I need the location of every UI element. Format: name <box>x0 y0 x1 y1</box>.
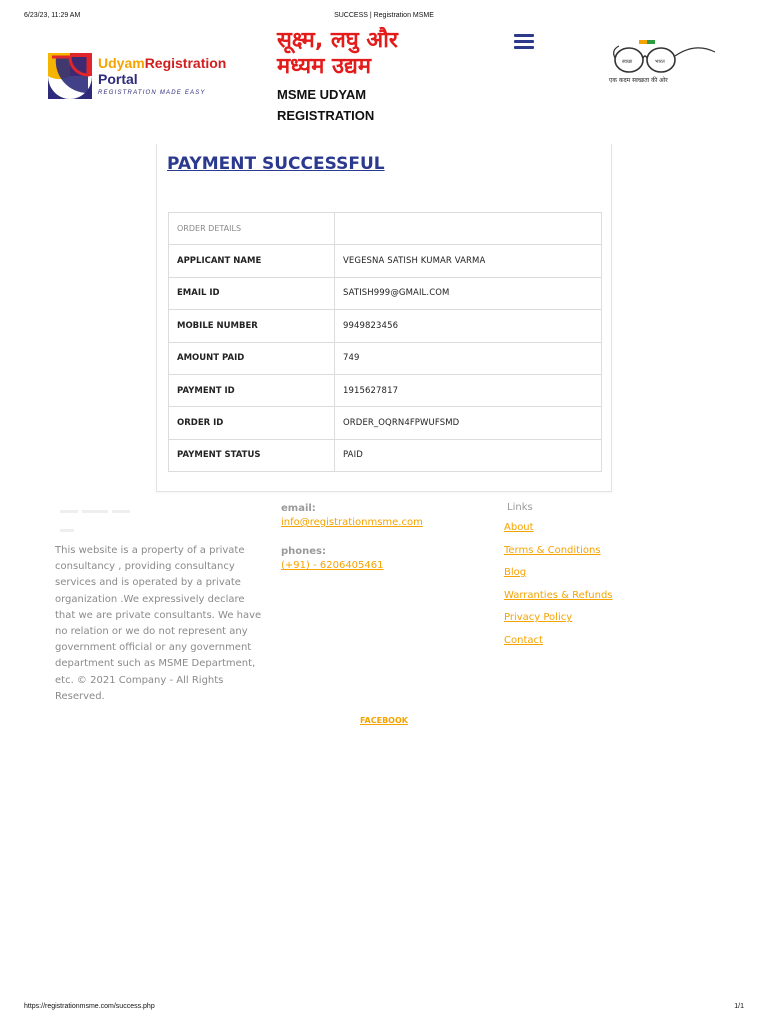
order-details-header: ORDER DETAILS <box>169 213 335 245</box>
order-detail-row <box>169 245 602 277</box>
hindi-title <box>277 28 447 80</box>
swachh-bharat-logo <box>605 38 721 88</box>
order-detail-value: ORDER_OQRN4FPWUFSMD <box>335 407 602 439</box>
logo-wordmark-line2: Portal <box>98 71 138 87</box>
msme-udyam-registration-title <box>277 84 417 126</box>
link-privacy-policy[interactable]: Privacy Policy <box>504 612 573 623</box>
links-header: Links <box>507 502 533 513</box>
order-detail-value: 749 <box>335 342 602 374</box>
phone-link[interactable]: (+91) - 6206405461 <box>281 560 384 571</box>
order-details-table <box>168 212 602 472</box>
print-page-title: SUCCESS | Registration MSME <box>334 12 434 19</box>
swachh-right-text: भारत <box>655 59 665 65</box>
link-about[interactable]: About <box>504 522 534 533</box>
order-detail-label: PAYMENT STATUS <box>169 439 335 471</box>
link-contact[interactable]: Contact <box>504 634 543 646</box>
footer-contact <box>281 503 481 576</box>
order-detail-row <box>169 310 602 342</box>
portal-logo-icon <box>48 53 92 99</box>
gandhi-glasses-icon <box>605 38 721 76</box>
order-detail-label: MOBILE NUMBER <box>169 310 335 342</box>
msme-title-line1: MSME UDYAM <box>277 87 367 102</box>
payment-success-card <box>156 144 612 492</box>
link-warranties-refunds[interactable]: Warranties & Refunds <box>504 589 613 601</box>
order-detail-value: 9949823456 <box>335 310 602 342</box>
order-detail-value: PAID <box>335 439 602 471</box>
swachh-left-text: स्वच्छ <box>622 59 633 65</box>
order-detail-label: APPLICANT NAME <box>169 245 335 277</box>
print-page-count: 1/1 <box>734 1003 744 1010</box>
order-details-header-empty <box>335 213 602 245</box>
order-detail-row <box>169 374 602 406</box>
hindi-title-line2: मध्यम उद्यम <box>277 54 372 79</box>
order-detail-value: 1915627817 <box>335 374 602 406</box>
print-header <box>24 12 744 22</box>
msme-title-line2: REGISTRATION <box>277 108 375 123</box>
order-detail-row <box>169 407 602 439</box>
logo-tagline: REGISTRATION MADE EASY <box>98 90 206 96</box>
link-terms-conditions[interactable]: Terms & Conditions <box>504 544 601 556</box>
order-detail-row <box>169 439 602 471</box>
footer-links <box>504 502 654 657</box>
email-label: email: <box>281 503 316 514</box>
order-detail-row <box>169 342 602 374</box>
facebook-link-wrap <box>0 716 768 725</box>
order-detail-label: EMAIL ID <box>169 277 335 309</box>
footer-disclaimer-text: This website is a property of a private consultancy , providing consultancy services and is operated by a private organization .We expressively declare that we are private consultants. We have no relation or we do not represent any government official or any government department such as MSME Department, etc. © 2021 Company - All Rights Reserved. <box>55 545 262 702</box>
order-detail-row <box>169 277 602 309</box>
print-url: https://registrationmsme.com/success.php <box>24 1003 155 1010</box>
hindi-title-line1: सूक्ष्म, लघु और <box>277 28 398 53</box>
payment-success-title: PAYMENT SUCCESSFUL <box>167 154 385 174</box>
print-datetime: 6/23/23, 11:29 AM <box>24 12 81 19</box>
order-detail-label: ORDER ID <box>169 407 335 439</box>
faded-footer-logo <box>60 501 150 519</box>
order-details-header-row <box>169 213 602 245</box>
email-link[interactable]: info@registrationmsme.com <box>281 517 423 528</box>
udyam-registration-portal-logo[interactable] <box>44 50 250 104</box>
facebook-link[interactable]: FACEBOOK <box>360 716 408 725</box>
logo-wordmark-line1: UdyamRegistration <box>98 55 227 71</box>
order-detail-value: VEGESNA SATISH KUMAR VARMA <box>335 245 602 277</box>
order-detail-value: SATISH999@GMAIL.COM <box>335 277 602 309</box>
hamburger-menu-icon[interactable] <box>514 34 534 50</box>
print-footer <box>24 1003 744 1013</box>
swachh-caption: एक कदम स्वच्छता की ओर <box>609 77 668 84</box>
order-detail-label: AMOUNT PAID <box>169 342 335 374</box>
phones-label: phones: <box>281 546 326 557</box>
link-blog[interactable]: Blog <box>504 567 527 578</box>
order-detail-label: PAYMENT ID <box>169 374 335 406</box>
